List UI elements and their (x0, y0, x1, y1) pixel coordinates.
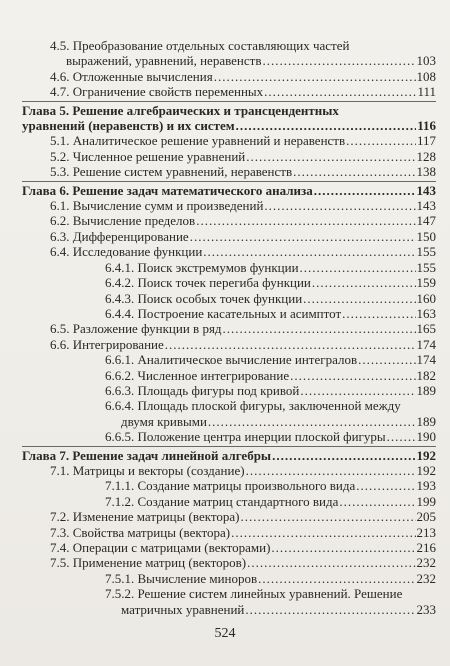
toc-entry-title: 7.1.2. Создание матриц стандартного вида (105, 493, 339, 509)
toc-page-number: 111 (417, 84, 436, 100)
toc-page-number: 193 (416, 478, 436, 494)
toc-entry (22, 260, 436, 275)
dot-leader (214, 69, 416, 84)
toc-entry-title: 7.5.1. Вычисление миноров (105, 570, 258, 586)
toc-page-number: 150 (416, 228, 436, 244)
toc-entry (22, 213, 436, 228)
dot-leader (314, 183, 416, 198)
toc-entry (22, 509, 436, 524)
toc-page-number: 205 (416, 509, 436, 525)
dot-leader (346, 133, 416, 148)
toc-entry-title: 6.4.4. Построение касательных и асимптот (105, 305, 342, 321)
toc-entry (22, 275, 436, 290)
chapter-separator (22, 446, 436, 447)
toc-entry-title: 7.1.1. Создание матрицы произвольного вида (105, 478, 356, 494)
dot-leader (247, 555, 415, 570)
toc-page-number: 147 (416, 213, 436, 229)
toc-page-number: 103 (416, 53, 436, 69)
dot-leader (342, 306, 415, 321)
dot-leader (387, 429, 416, 444)
toc-page-number: 116 (417, 118, 436, 134)
toc-page-number: 216 (416, 540, 436, 555)
toc-entry-title: 5.3. Решение систем уравнений, неравенств (50, 164, 293, 180)
dot-leader (165, 337, 416, 352)
toc-entry-title: 6.2. Вычисление пределов (50, 213, 196, 229)
chapter-separator (22, 101, 436, 102)
toc-page-number: 232 (416, 570, 436, 586)
dot-leader (271, 540, 415, 555)
toc-entry (22, 84, 436, 99)
toc-page-number: 192 (416, 447, 436, 463)
toc-entry-title: 7.2. Изменение матрицы (вектора) (50, 509, 240, 525)
toc-entry (22, 306, 436, 321)
page-number: 524 (214, 626, 236, 641)
toc-entry-title: 6.6.3. Площадь фигуры под кривой (105, 382, 300, 398)
toc-entry-title: 6.6.2. Численное интегрирование (105, 367, 290, 383)
toc-page-number: 155 (416, 259, 436, 275)
toc-chapter-entry (22, 448, 436, 463)
toc-entry (22, 164, 436, 179)
toc-entry-title: 7.5. Применение матриц (векторов) (50, 555, 247, 571)
dot-leader (208, 414, 416, 429)
toc-entry-title: 7.3. Свойства матрицы (вектора) (50, 524, 231, 540)
dot-leader (223, 321, 416, 336)
toc-entry-title: 7.4. Операции с матрицами (векторами) (50, 540, 271, 555)
toc-entry-title: 6.6.1. Аналитическое вычисление интегралов (105, 352, 358, 368)
dot-leader (290, 368, 415, 383)
dot-leader (246, 149, 415, 164)
dot-leader (240, 509, 415, 524)
toc-page-number: 199 (416, 493, 436, 509)
toc-chapter-entry (22, 103, 436, 134)
dot-leader (293, 164, 415, 179)
toc-page-number: 233 (416, 601, 436, 617)
toc-entry (22, 69, 436, 84)
toc-entry-title: 6.6.4. Площадь плоской фигуры, заключенной между (105, 398, 401, 414)
dot-leader (339, 494, 415, 509)
toc-entry-title: 6.1. Вычисление сумм и произведений (50, 198, 264, 214)
dot-leader (246, 463, 416, 478)
toc-page-number: 190 (416, 429, 436, 445)
toc-entry (22, 525, 436, 540)
toc-page-number: 174 (416, 352, 436, 368)
toc-entry (22, 291, 436, 306)
toc-page-number: 189 (416, 382, 436, 398)
dot-leader (312, 275, 416, 290)
toc-entry (22, 198, 436, 213)
toc-entry-title: 4.6. Отложенные вычисления (50, 68, 213, 84)
dot-leader (190, 229, 416, 244)
toc-page-number: 108 (416, 68, 436, 84)
toc-entry (22, 586, 436, 617)
toc-entry-title: 6.3. Дифференцирование (50, 228, 189, 244)
toc-page-number: 189 (416, 413, 436, 429)
dot-leader (300, 260, 416, 275)
toc-entry-title: 6.4.2. Поиск точек перегиба функции (105, 275, 311, 291)
toc-page-number: 159 (416, 275, 436, 291)
toc-entry-title: 6.4.1. Поиск экстремумов функции (105, 259, 299, 275)
toc-entry-title: Глава 7. Решение задач линейной алгебры (22, 447, 272, 463)
toc-page-number: 174 (416, 336, 436, 352)
dot-leader (358, 352, 415, 367)
dot-leader (231, 525, 415, 540)
toc-entry-title: 6.4.3. Поиск особых точек функции (105, 290, 303, 306)
toc-entry (22, 133, 436, 148)
toc-entry (22, 229, 436, 244)
toc-chapter-entry (22, 183, 436, 198)
toc-entry (22, 571, 436, 586)
toc-page-number: 143 (416, 198, 436, 214)
toc-entry (22, 429, 436, 444)
toc-entry-title: 5.1. Аналитическое решение уравнений и неравенств (50, 133, 346, 149)
dot-leader (196, 213, 415, 228)
chapter-separator (22, 181, 436, 182)
toc-entry-title: 4.5. Преобразование отдельных составляющих частей (50, 38, 350, 53)
dot-leader (264, 84, 416, 99)
dot-leader (356, 478, 415, 493)
dot-leader (303, 291, 415, 306)
toc-entry (22, 38, 436, 69)
toc-entry-title: двумя кривыми (121, 413, 207, 429)
toc-page-number: 213 (416, 524, 436, 540)
toc-entry-title: 6.6.5. Положение центра инерции плоской фигуры (105, 429, 386, 445)
toc-entry (22, 337, 436, 352)
toc-entry (22, 352, 436, 367)
toc-entry (22, 478, 436, 493)
toc-entry-title: 6.5. Разложение функции в ряд (50, 321, 222, 337)
toc-entry (22, 540, 436, 555)
toc-page-number: 165 (416, 321, 436, 337)
toc-entry-title: Глава 5. Решение алгебраических и трансцендентных (22, 102, 339, 118)
toc-page-number: 117 (416, 133, 436, 149)
table-of-contents (22, 38, 436, 617)
toc-entry-title: выражений, уравнений, неравенств (66, 53, 262, 69)
toc-page-number: 138 (416, 164, 436, 180)
dot-leader (258, 571, 415, 586)
toc-entry (22, 494, 436, 509)
toc-entry-title: 6.6. Интегрирование (50, 336, 164, 352)
toc-page-number: 128 (416, 148, 436, 164)
toc-entry (22, 321, 436, 336)
dot-leader (272, 448, 415, 463)
toc-entry-title: 7.5.2. Решение систем линейных уравнений. Решение (105, 586, 403, 602)
toc-entry (22, 149, 436, 164)
toc-entry-title: 4.7. Ограничение свойств переменных (50, 84, 264, 100)
toc-page-number: 232 (416, 555, 436, 571)
toc-entry-title: Глава 6. Решение задач математического анализа (22, 182, 313, 198)
toc-entry (22, 244, 436, 259)
toc-entry-title: 5.2. Численное решение уравнений (50, 148, 246, 164)
dot-leader (236, 118, 417, 133)
dot-leader (245, 602, 415, 617)
toc-page-number: 182 (416, 367, 436, 383)
toc-entry-title: матричных уравнений (121, 601, 245, 617)
toc-entry-title: 7.1. Матрицы и векторы (создание) (50, 462, 245, 478)
toc-entry (22, 398, 436, 429)
dot-leader (300, 383, 415, 398)
toc-entry (22, 555, 436, 570)
toc-page-number: 155 (416, 244, 436, 260)
toc-page-number: 143 (416, 182, 436, 198)
toc-page-number: 192 (416, 462, 436, 478)
toc-entry-title: 6.4. Исследование функции (50, 244, 203, 260)
toc-entry (22, 463, 436, 478)
toc-entry (22, 383, 436, 398)
toc-entry (22, 368, 436, 383)
toc-page-number: 160 (416, 290, 436, 306)
dot-leader (264, 198, 415, 213)
toc-entry-title: уравнений (неравенств) и их систем (22, 118, 235, 134)
dot-leader (203, 244, 415, 259)
dot-leader (262, 53, 415, 68)
toc-page-number: 163 (416, 305, 436, 321)
